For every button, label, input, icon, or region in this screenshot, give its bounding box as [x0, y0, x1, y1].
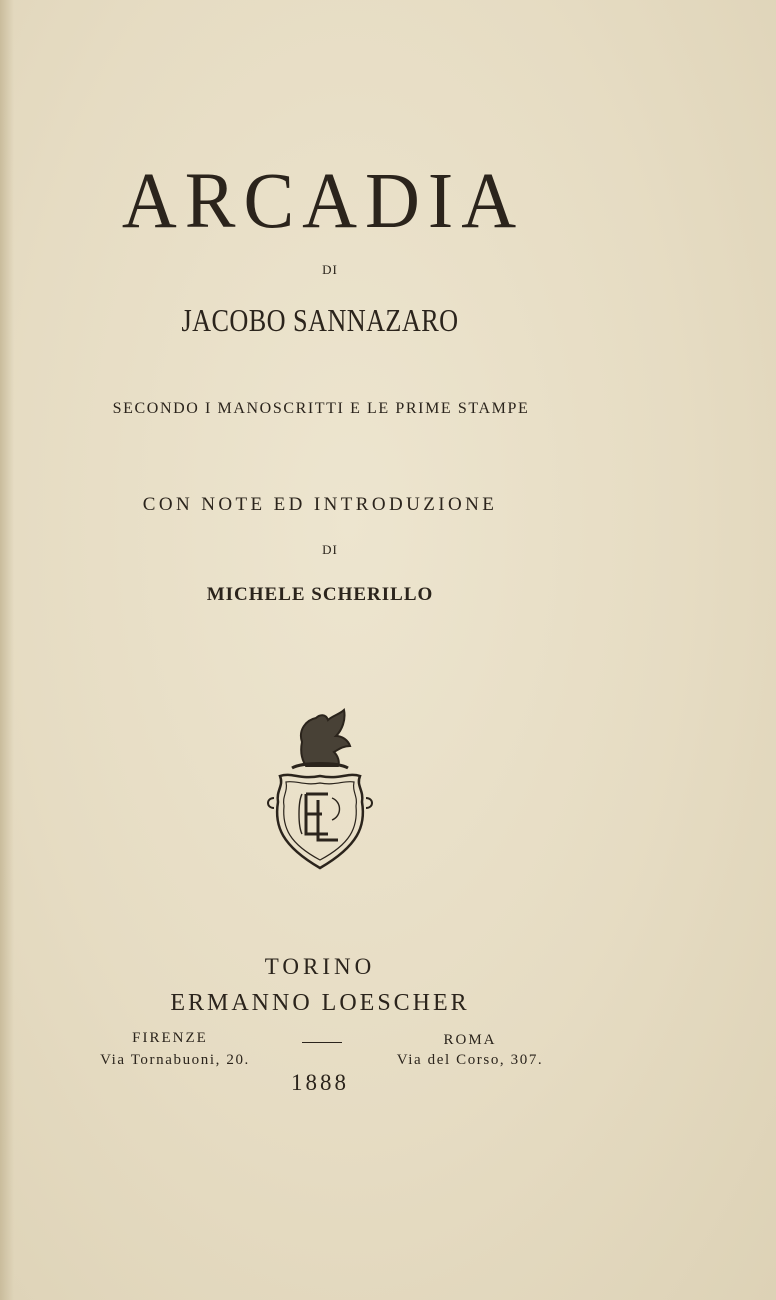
publisher-griffin-shield-monogram-icon	[262, 706, 378, 876]
by-label-author: DI	[322, 262, 338, 277]
editor-name: MICHELE SCHERILLO	[206, 584, 434, 605]
branch-florence-city: FIRENZE	[132, 1030, 208, 1046]
by-label-editor: DI	[322, 542, 338, 557]
book-title: ARCADIA	[121, 156, 525, 246]
imprint-city: TORINO	[264, 954, 376, 979]
imprint-dash-divider	[302, 1042, 342, 1043]
publication-year: 1888	[291, 1070, 349, 1095]
author-name: JACOBO SANNAZARO	[181, 302, 459, 338]
branch-rome-city: ROMA	[443, 1032, 497, 1048]
edition-subtitle: SECONDO I MANOSCRITTI E LE PRIME STAMPE	[112, 400, 530, 417]
notes-line: CON NOTE ED INTRODUZIONE	[142, 494, 498, 515]
branch-rome-address: Via del Corso, 307.	[396, 1052, 544, 1068]
publisher-name: ERMANNO LOESCHER	[170, 990, 470, 1016]
branch-florence-address: Via Tornabuoni, 20.	[100, 1052, 250, 1068]
